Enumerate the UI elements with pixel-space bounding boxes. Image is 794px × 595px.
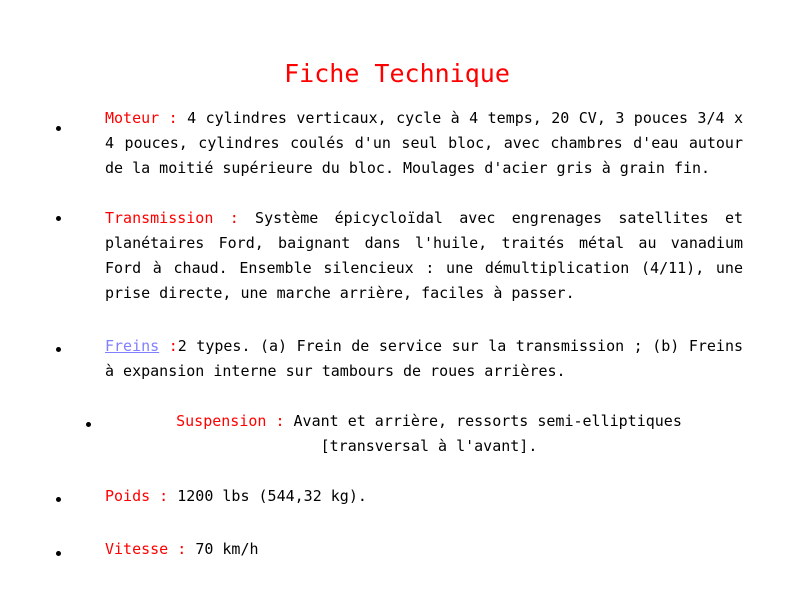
item-label-suspension: Suspension	[176, 412, 267, 430]
item-label-transmission: Transmission	[105, 209, 214, 227]
item-text-vitesse: 70 km/h	[195, 540, 259, 558]
item-label-vitesse: Vitesse	[105, 540, 169, 558]
list-item-moteur	[105, 106, 743, 181]
item-separator: :	[266, 412, 294, 430]
item-separator: :	[213, 209, 256, 227]
item-text-suspension: Avant et arrière, ressorts semi-elliptiques [transversal à l'avant].	[293, 412, 682, 455]
item-text-poids: 1200 lbs (544,32 kg).	[177, 487, 367, 505]
item-text-transmission: Système épicycloïdal avec engrenages satellites et planétaires Ford, baignant dans l'huile, traités métal au vanadium Ford à chaud. Ensemble silencieux : une démultiplication (4/11), une prise directe, une marche arrière, faciles à passer.	[105, 209, 744, 302]
list-item-transmission	[105, 206, 743, 306]
item-label-moteur: Moteur	[105, 109, 160, 127]
bullet-icon	[56, 347, 61, 352]
bullet-icon	[86, 422, 91, 427]
list-item-suspension	[118, 409, 740, 459]
item-text-freins: 2 types. (a) Frein de service sur la transmission ; (b) Freins à expansion interne sur tambours de roues arrières.	[105, 337, 743, 380]
bullet-icon	[56, 497, 61, 502]
item-label-poids: Poids	[105, 487, 151, 505]
bullet-icon	[56, 216, 61, 221]
item-separator: :	[159, 109, 188, 127]
item-link-freins[interactable]: Freins	[105, 337, 160, 355]
list-item-poids	[105, 484, 743, 509]
list-item-freins	[105, 334, 743, 384]
item-separator: :	[168, 540, 196, 558]
list-item-vitesse	[105, 537, 743, 562]
item-text-moteur: 4 cylindres verticaux, cycle à 4 temps, 20 CV, 3 pouces 3/4 x 4 pouces, cylindres coulés d'un seul bloc, avec chambres d'eau autour de la moitié supérieure du bloc. Moulages d'acier gris à grain fin.	[105, 109, 743, 177]
page-title: Fiche Technique	[284, 59, 510, 88]
item-separator: :	[159, 337, 178, 355]
bullet-icon	[56, 126, 61, 131]
bullet-icon	[56, 551, 61, 556]
item-separator: :	[150, 487, 178, 505]
